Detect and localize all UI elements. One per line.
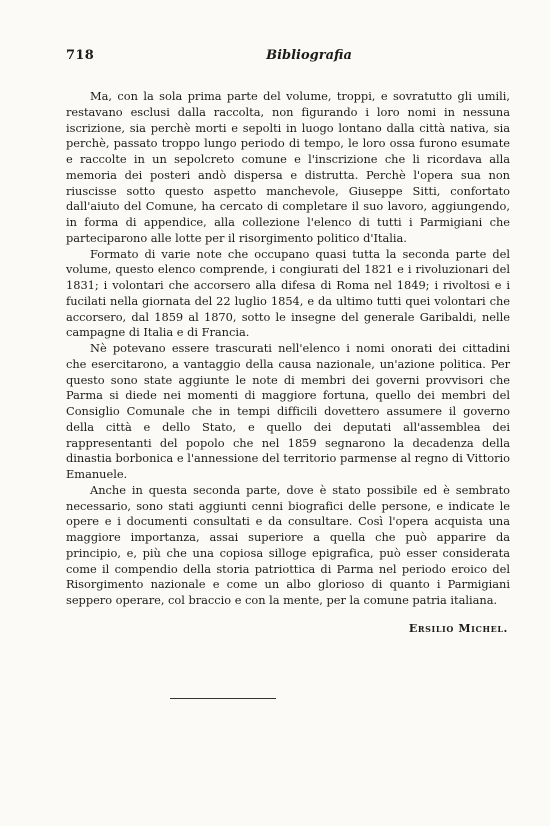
book-page (66, 48, 510, 635)
paragraph: Anche in questa seconda parte, dove è stato possibile ed è sembrato necessario, sono stati aggiunti cenni biografici delle persone, e indicate le opere e i documenti consultati e da consultare. Così l'opera acquista una maggiore importanza, assai superiore a quella che può apparire da principio, e, più che una copiosa silloge epigrafica, può esser considerata come il compendio della storia patriottica di Parma nel periodo eroico del Risorgimento nazionale e come un albo glorioso di quanto i Parmigiani seppero operare, col braccio e con la mente, per la comune patria italiana. (66, 482, 510, 607)
running-title: Bibliografia (266, 48, 352, 63)
paragraph: Nè potevano essere trascurati nell'elenco i nomi onorati dei cittadini che esercitarono, a vantaggio della causa nazionale, un'azione politica. Per questo sono state aggiunte le note di membri dei governi provvisori che Parma si diede nei momenti di maggiore fortuna, quello dei membri del Consiglio Comunale che in tempi difficili dovettero assumere il governo della città e dello Stato, e quello dei deputati all'assemblea dei rappresentanti del popolo che nel 1859 segnarono la decadenza della dinastia borbonica e l'annessione del territorio parmense al regno di Vittorio Emanuele. (66, 341, 510, 481)
review-text (66, 89, 510, 609)
page-number: 718 (66, 48, 95, 63)
page-header (66, 48, 510, 70)
paragraph: Formato di varie note che occupano quasi tutta la seconda parte del volume, questo elenco comprende, i congiurati del 1821 e i rivoluzionari del 1831; i volontari che accorsero alla difesa di Roma nel 1849; i rivoltosi e i fucilati nella giornata del 22 luglio 1854, e da ultimo tutti quei volontari che accorsero, dal 1859 al 1870, sotto le insegne del generale Garibaldi, nelle campagne di Italia e di Francia. (66, 246, 510, 340)
section-divider (170, 698, 276, 699)
paragraph: Ma, con la sola prima parte del volume, troppi, e sovratutto gli umili, restavano esclusi dalla raccolta, non figurando i loro nomi in nessuna iscrizione, sia perchè morti e sepolti in luogo lontano dalla città nativa, sia perchè, passato troppo lungo periodo di tempo, le loro ossa furono esumate e raccolte in un sepolcreto comune e l'inscrizione che li ricordava alla memoria dei posteri andò dispersa e distrutta. Perchè l'opera sua non riuscisse sotto questo aspetto manchevole, Giuseppe Sitti, confortato dall'aiuto del Comune, ha cercato di completare il suo lavoro, aggiungendo, in forma di appendice, alla collezione l'elenco di tutti i Parmigiani che parteciparono alle lotte per il risorgimento politico d'Italia. (66, 89, 510, 245)
author-signature: Ersilio Michel. (408, 621, 508, 635)
